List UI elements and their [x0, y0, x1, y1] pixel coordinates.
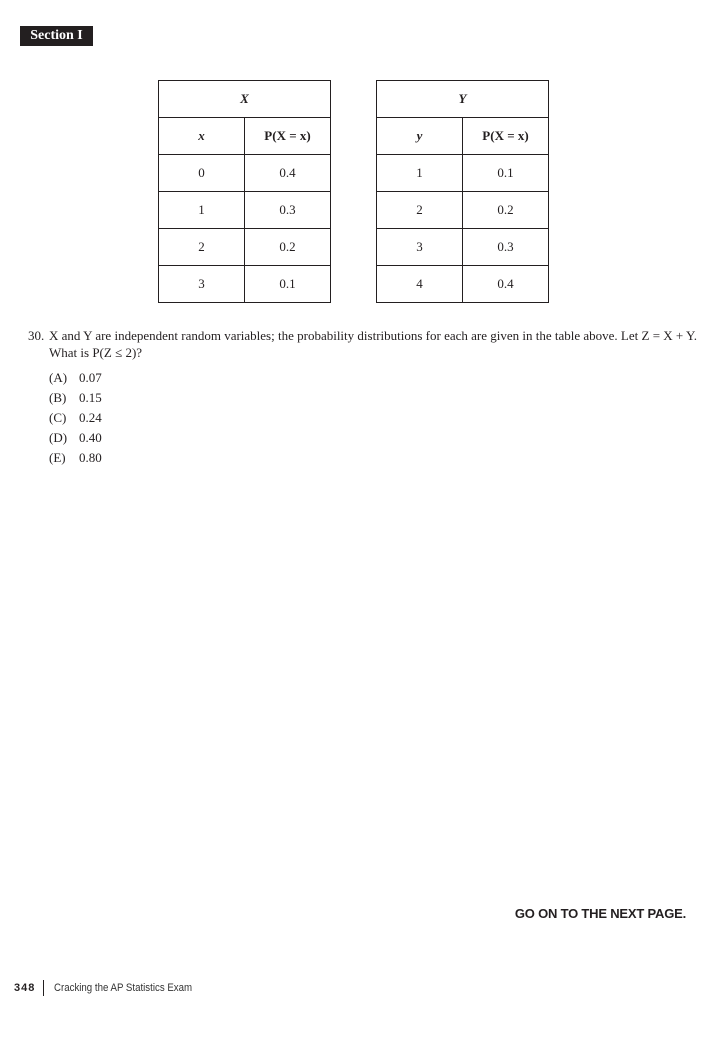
answer-choices: [49, 368, 102, 468]
column-header: P(X = x): [463, 118, 549, 155]
page-number: 348: [14, 982, 36, 994]
page-footer: [14, 980, 211, 996]
table-row: [159, 155, 331, 192]
table-row: [377, 155, 549, 192]
table-row: [377, 192, 549, 229]
table-row: [377, 266, 549, 303]
cell: 0.2: [245, 229, 331, 266]
footer-divider: [43, 980, 44, 996]
choice-c: (C) 0.24: [49, 410, 102, 425]
cell: 0.1: [245, 266, 331, 303]
cell: 3: [377, 229, 463, 266]
table-title: X: [159, 81, 331, 118]
cell: 1: [377, 155, 463, 192]
column-header: P(X = x): [245, 118, 331, 155]
cell: 4: [377, 266, 463, 303]
distribution-table-y: [376, 80, 549, 303]
choice-e: (E) 0.80: [49, 450, 102, 465]
table-row: [377, 229, 549, 266]
go-on-notice: GO ON TO THE NEXT PAGE.: [514, 906, 686, 921]
cell: 2: [377, 192, 463, 229]
cell: 0.2: [463, 192, 549, 229]
distribution-table-x: [158, 80, 331, 303]
cell: 0.1: [463, 155, 549, 192]
choice-b: (B) 0.15: [49, 390, 102, 405]
question-number: 30.: [28, 328, 45, 343]
column-header: x: [159, 118, 245, 155]
book-title: Cracking the AP Statistics Exam: [54, 982, 193, 994]
question-text: X and Y are independent random variables; the probability distributions for each are given in the table above. Let Z = X + Y. What is P(Z ≤ 2)?: [49, 328, 697, 360]
cell: 0.3: [463, 229, 549, 266]
cell: 3: [159, 266, 245, 303]
table-row: [159, 266, 331, 303]
column-header: y: [377, 118, 463, 155]
choice-a: (A) 0.07: [49, 370, 102, 385]
cell: 0.4: [463, 266, 549, 303]
cell: 2: [159, 229, 245, 266]
cell: 1: [159, 192, 245, 229]
table-row: [159, 192, 331, 229]
cell: 0: [159, 155, 245, 192]
choice-d: (D) 0.40: [49, 430, 102, 445]
section-badge: Section I: [20, 26, 93, 46]
table-title: Y: [377, 81, 549, 118]
cell: 0.4: [245, 155, 331, 192]
cell: 0.3: [245, 192, 331, 229]
table-row: [159, 229, 331, 266]
